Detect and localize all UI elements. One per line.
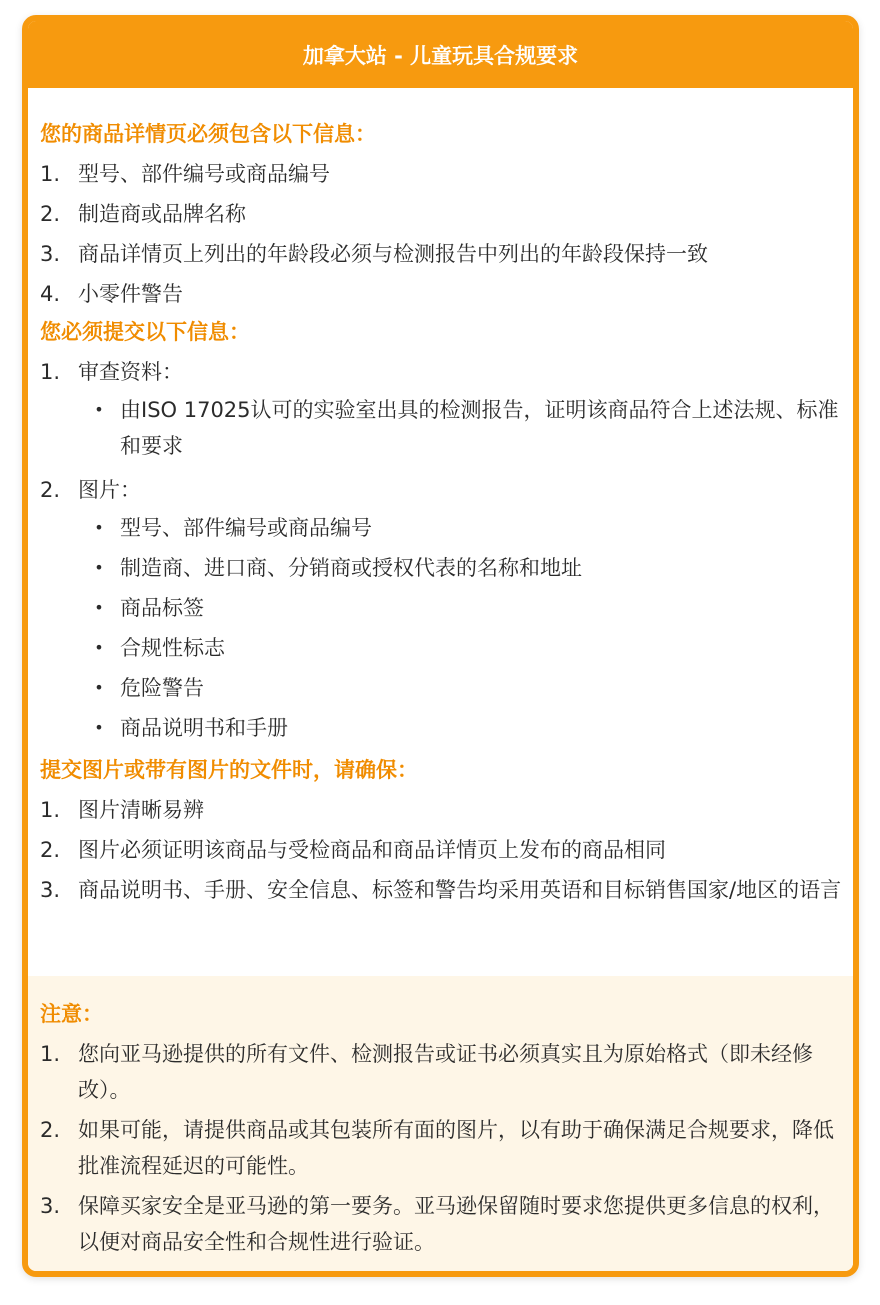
submission-section	[40, 316, 843, 750]
item-text: 商品说明书、手册、安全信息、标签和警告均采用英语和目标销售国家/地区的语言	[78, 878, 842, 902]
bullet-item	[78, 630, 843, 666]
bullet-icon: •	[94, 598, 104, 617]
bullet-text: 由ISO 17025认可的实验室出具的检测报告，证明该商品符合上述法规、标准和要求	[120, 398, 839, 458]
item-text: 如果可能，请提供商品或其包装所有面的图片，以有助于确保满足合规要求，降低批准流程延迟的可能性。	[78, 1118, 834, 1178]
bullet-text: 制造商、进口商、分销商或授权代表的名称和地址	[120, 556, 582, 580]
item-number: 2.	[40, 1118, 61, 1142]
item-number: 1.	[40, 162, 61, 186]
card-header	[28, 21, 853, 88]
bullet-item	[78, 392, 843, 464]
bullet-item	[78, 510, 843, 546]
note-title: 注意：	[40, 1002, 103, 1026]
item-number: 3.	[40, 878, 61, 902]
bullet-item	[78, 670, 843, 706]
item-number: 3.	[40, 1194, 61, 1218]
list-item	[40, 792, 843, 828]
item-number: 1.	[40, 798, 61, 822]
bullet-icon: •	[94, 558, 104, 577]
section-title: 您必须提交以下信息：	[40, 320, 250, 344]
item-number: 3.	[40, 242, 61, 266]
bullet-text: 合规性标志	[120, 636, 225, 660]
item-number: 2.	[40, 838, 61, 862]
bullet-item	[78, 590, 843, 626]
card-body	[28, 88, 853, 908]
bullet-item	[78, 550, 843, 586]
bullet-icon: •	[94, 638, 104, 657]
bullet-item	[78, 710, 843, 746]
list-item	[40, 1036, 843, 1108]
compliance-card	[22, 15, 859, 1277]
section-title: 提交图片或带有图片的文件时，请确保：	[40, 758, 418, 782]
list-item	[40, 196, 843, 232]
item-text: 制造商或品牌名称	[78, 202, 246, 226]
bullet-text: 商品标签	[120, 596, 204, 620]
bullet-text: 商品说明书和手册	[120, 716, 288, 740]
list-item	[40, 236, 843, 272]
item-text: 图片必须证明该商品与受检商品和商品详情页上发布的商品相同	[78, 838, 666, 862]
item-text: 商品详情页上列出的年龄段必须与检测报告中列出的年龄段保持一致	[78, 242, 708, 266]
bullet-icon: •	[94, 400, 104, 419]
list-item	[40, 276, 843, 312]
bullet-text: 危险警告	[120, 676, 204, 700]
item-text: 图片：	[78, 478, 141, 502]
note-section	[28, 976, 853, 1271]
list-item	[40, 472, 843, 750]
section-title: 您的商品详情页必须包含以下信息：	[40, 122, 376, 146]
page-title: 加拿大站 - 儿童玩具合规要求	[302, 43, 579, 68]
bullet-text: 型号、部件编号或商品编号	[120, 516, 372, 540]
detail-page-section	[40, 118, 843, 312]
bullet-icon: •	[94, 678, 104, 697]
item-text: 保障买家安全是亚马逊的第一要务。亚马逊保留随时要求您提供更多信息的权利，以便对商品安全性和合规性进行验证。	[78, 1194, 834, 1254]
bullet-icon: •	[94, 518, 104, 537]
item-text: 审查资料：	[78, 360, 183, 384]
list-item	[40, 832, 843, 868]
item-text: 型号、部件编号或商品编号	[78, 162, 330, 186]
item-text: 图片清晰易辨	[78, 798, 204, 822]
list-item	[40, 1188, 843, 1260]
item-number: 2.	[40, 478, 61, 502]
image-requirements-section	[40, 754, 843, 908]
item-number: 1.	[40, 360, 61, 384]
item-number: 4.	[40, 282, 61, 306]
list-item	[40, 872, 843, 908]
list-item	[40, 1112, 843, 1184]
item-number: 1.	[40, 1042, 61, 1066]
list-item	[40, 156, 843, 192]
list-item	[40, 354, 843, 468]
item-text: 小零件警告	[78, 282, 183, 306]
item-text: 您向亚马逊提供的所有文件、检测报告或证书必须真实且为原始格式（即未经修改）。	[78, 1042, 813, 1102]
bullet-icon: •	[94, 718, 104, 737]
item-number: 2.	[40, 202, 61, 226]
